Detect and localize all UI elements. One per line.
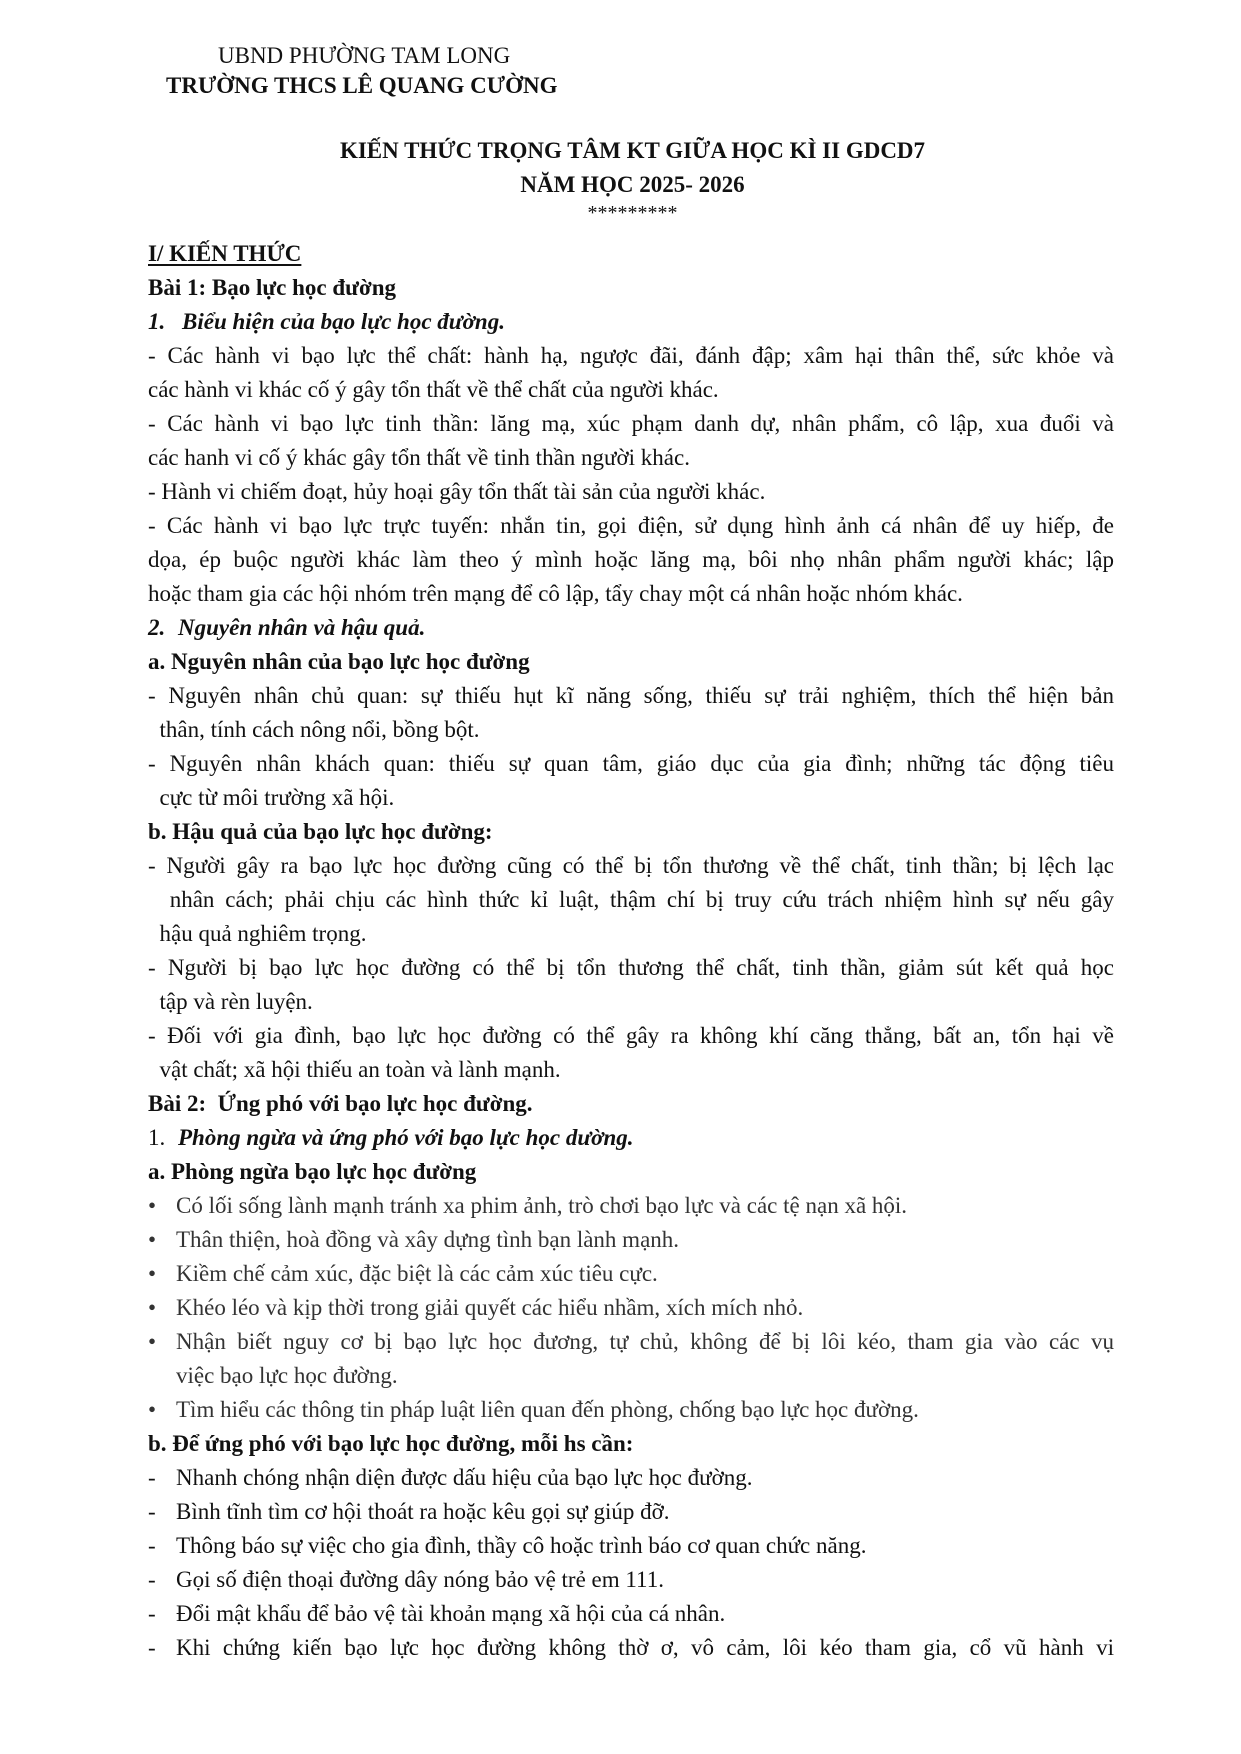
paragraph-line: hậu quả nghiêm trọng.: [148, 921, 367, 946]
list-item: Có lối sống lành mạnh tránh xa phim ảnh, trò chơi bạo lực và các tệ nạn xã hội.: [176, 1193, 908, 1218]
paragraph-line: - Hành vi chiếm đoạt, hủy hoại gây tổn thất tài sản của người khác.: [148, 479, 766, 504]
bullet-marker: •: [148, 1227, 157, 1252]
list-item: Kiềm chế cảm xúc, đặc biệt là các cảm xúc tiêu cực.: [176, 1261, 658, 1286]
subheading-response: b. Để ứng phó với bạo lực học đường, mỗi hs cần:: [148, 1431, 634, 1456]
paragraph-line: các hành vi khác cố ý gây tổn thất về thể chất của người khác.: [148, 377, 719, 402]
header-authority: UBND PHƯỜNG TAM LONG: [218, 43, 511, 68]
paragraph-line: - Nguyên nhân chủ quan: sự thiếu hụt kĩ năng sống, thiếu sự trải nghiệm, thích thể hiện bản: [148, 683, 1114, 708]
list-item: Khi chứng kiến bạo lực học đường không thờ ơ, vô cảm, lôi kéo tham gia, cổ vũ hành vi: [176, 1635, 1114, 1660]
bullet-marker: •: [148, 1397, 157, 1422]
dash-marker: -: [148, 1601, 156, 1626]
paragraph-line: hoặc tham gia các hội nhóm trên mạng để cô lập, tẩy chay một cá nhân hoặc nhóm khác.: [148, 581, 963, 606]
header-school: TRƯỜNG THCS LÊ QUANG CƯỜNG: [166, 73, 558, 98]
paragraph-line: thân, tính cách nông nổi, bồng bột.: [148, 717, 480, 742]
paragraph-line: - Đối với gia đình, bạo lực học đường có thể gây ra không khí căng thẳng, bất an, tổn hại về: [148, 1023, 1114, 1048]
section-heading: I/ KIẾN THỨC: [148, 241, 302, 266]
list-item: việc bạo lực học đường.: [176, 1363, 398, 1388]
lesson-1-part-1-heading: Biểu hiện của bạo lực học đường.: [182, 309, 505, 334]
paragraph-line: nhân cách; phải chịu các hình thức kỉ luật, thậm chí bị truy cứu trách nhiệm hình sự nếu gây: [148, 887, 1114, 912]
list-item: Gọi số điện thoại đường dây nóng bảo vệ trẻ em 111.: [176, 1567, 664, 1592]
bullet-marker: •: [148, 1295, 157, 1320]
list-item: Nhanh chóng nhận diện được dấu hiệu của bạo lực học đường.: [176, 1465, 753, 1490]
paragraph-line: - Các hành vi bạo lực tinh thần: lăng mạ, xúc phạm danh dự, nhân phẩm, cô lập, xua đuổi và: [148, 411, 1114, 436]
lesson-1-title: Bài 1: Bạo lực học đường: [148, 275, 397, 300]
dash-marker: -: [148, 1533, 156, 1558]
doc-title: KIẾN THỨC TRỌNG TÂM KT GIỮA HỌC KÌ II GDCD7: [339, 138, 926, 163]
dash-marker: -: [148, 1635, 156, 1660]
lesson-2-part-1-heading: Phòng ngừa và ứng phó với bạo lực học dường.: [178, 1125, 634, 1150]
lesson-1-part-2-heading: Nguyên nhân và hậu quả.: [178, 615, 426, 640]
bullet-marker: •: [148, 1329, 157, 1354]
paragraph-line: - Nguyên nhân khách quan: thiếu sự quan tâm, giáo dục của gia đình; những tác động tiêu: [148, 751, 1114, 776]
list-item: Đổi mật khẩu để bảo vệ tài khoản mạng xã hội của cá nhân.: [176, 1601, 726, 1626]
paragraph-line: - Người gây ra bạo lực học đường cũng có thể bị tổn thương về thể chất, tinh thần; bị lệch lạc: [148, 853, 1114, 878]
paragraph-line: - Người bị bạo lực học đường có thể bị tổn thương thể chất, tinh thần, giảm sút kết quả học: [148, 955, 1114, 980]
paragraph-line: - Các hành vi bạo lực trực tuyến: nhắn tin, gọi điện, sử dụng hình ảnh cá nhân để uy hiếp, đe: [148, 513, 1114, 538]
paragraph-line: các hanh vi cố ý khác gây tổn thất về tinh thần người khác.: [148, 445, 690, 470]
paragraph-line: dọa, ép buộc người khác làm theo ý mình hoặc lăng mạ, bôi nhọ nhân phẩm người khác; lập: [148, 547, 1114, 572]
paragraph-line: vật chất; xã hội thiếu an toàn và lành mạnh.: [148, 1057, 561, 1082]
title-stars: *********: [587, 202, 678, 224]
lesson-2-title: Bài 2: Ứng phó với bạo lực học đường.: [148, 1091, 533, 1116]
subheading-prevention: a. Phòng ngừa bạo lực học đường: [148, 1159, 477, 1184]
bullet-marker: •: [148, 1193, 157, 1218]
list-item: Tìm hiểu các thông tin pháp luật liên quan đến phòng, chống bạo lực học đường.: [176, 1397, 919, 1422]
dash-marker: -: [148, 1499, 156, 1524]
lesson-2-part-1-number: 1.: [148, 1125, 166, 1150]
dash-marker: -: [148, 1567, 156, 1592]
school-year: NĂM HỌC 2025- 2026: [520, 172, 745, 197]
paragraph-line: tập và rèn luyện.: [148, 989, 313, 1014]
list-item: Thông báo sự việc cho gia đình, thầy cô hoặc trình báo cơ quan chức năng.: [176, 1533, 867, 1558]
dash-marker: -: [148, 1465, 156, 1490]
subheading-consequences: b. Hậu quả của bạo lực học đường:: [148, 819, 493, 844]
list-item: Nhận biết nguy cơ bị bạo lực học đương, tự chủ, không để bị lôi kéo, tham gia vào các vụ: [176, 1329, 1114, 1354]
list-item: Khéo léo và kịp thời trong giải quyết các hiểu nhầm, xích mích nhỏ.: [176, 1295, 804, 1320]
subheading-causes: a. Nguyên nhân của bạo lực học đường: [148, 649, 530, 674]
bullet-marker: •: [148, 1261, 157, 1286]
paragraph-line: cực từ môi trường xã hội.: [148, 785, 395, 810]
paragraph-line: - Các hành vi bạo lực thể chất: hành hạ, ngược đãi, đánh đập; xâm hại thân thể, sức khỏe và: [148, 343, 1114, 368]
list-item: Bình tĩnh tìm cơ hội thoát ra hoặc kêu gọi sự giúp đỡ.: [176, 1499, 670, 1524]
list-item: Thân thiện, hoà đồng và xây dựng tình bạn lành mạnh.: [176, 1227, 680, 1252]
lesson-1-part-2-number: 2.: [148, 615, 166, 640]
lesson-1-part-1-number: 1.: [148, 309, 166, 334]
